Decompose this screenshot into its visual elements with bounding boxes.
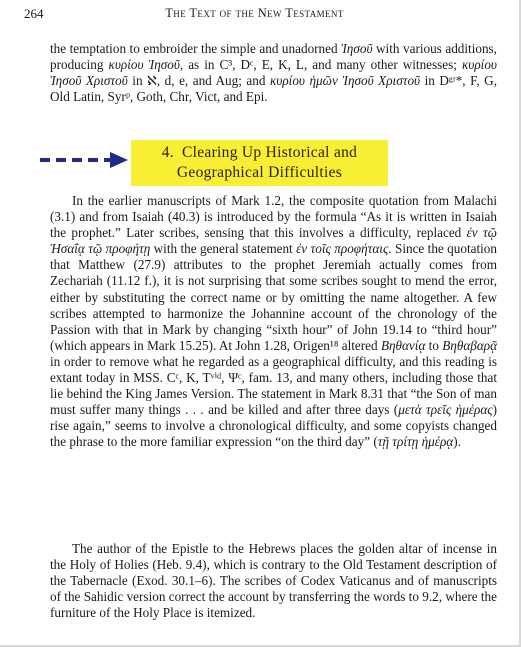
text-run: in Dᵍʳ*, F, G, Old Latin, Syrᵖ, Goth, Chr, Vict, and Epi. [50,73,497,105]
text-run: , as in C³, Dᶜ, E, K, L, and many other witnesses; [179,57,462,73]
body-paragraph-2 [50,541,497,621]
section-number: 4. [161,144,174,161]
greek-phrase: Βηθαβαρᾷ [442,337,497,353]
greek-phrase: Βηθανίᾳ [380,337,426,353]
text-run: In the earlier manuscripts of Mark 1.2, the composite quotation from Malachi (3.1) and from Isaiah (40.3) is introduced by the formula “As it is written in Isaiah the prophet.” Later scribes, sensing that this involves a difficulty, replaced [50,193,497,241]
greek-phrase: ἐν τοῖς προφήταις [296,241,389,257]
text-run: with various additions, producing [50,41,497,73]
text-run: to [425,337,443,353]
text-run: ) rise again,” seems to involve a chronological difficulty, and some copyists changed the phrase to the more familiar expression “on the third day” ( [50,402,497,450]
greek-phrase: κυρίου Ἰησοῦ [108,57,180,73]
dashed-arrow-icon [40,152,128,168]
intro-paragraph [50,41,497,105]
greek-phrase: τῇ τρίτῃ ἡμέρᾳ [377,434,454,450]
section-title-line-2: Geographical Difficulties [176,164,343,181]
page-number: 264 [24,6,44,21]
text-run: . Since the quotation that Matthew (27.9) attributes to the prophet Jeremiah actually comes from Zechariah (11.12 f.), it is not surprising that some scribes sought to mend the error, either by substituting the correct name or by omitting the name altogether. A few scribes attempted to harmonize the Johannine account of the chronology of the Passion with that in Mark by changing “sixth hour” of John 19.14 to “third hour” (which appears in Mark 15.25). At John 1.28, Origen¹⁸ altered [50,241,497,353]
text-run: ). [453,434,461,450]
running-head: The Text of the New Testament [165,6,344,20]
section-title-line-1: Clearing Up Historical and [181,144,358,161]
text-run: in ℵ, d, e, and Aug; and [127,73,270,89]
section-heading [131,140,388,186]
paragraph-text: The author of the Epistle to the Hebrews places the golden altar of incense in the Holy of Holies (Heb. 9.4), which is contrary to the Old Testament description of the Tabernacle (Exod. 30.1–6). The scribes of Codex Vaticanus and of manuscripts of the Sahidic version correct the account by transferring the words to 9.2, where the furniture of the Holy Place is itemized. [50,541,497,621]
text-run: in order to remove what he regarded as a geographical difficulty, and this reading is extant today in MSS. Cᶜ, K, Tᵛⁱᵈ, Ψᶜ, fam. 13, and many others, including those that lie behind the King James Version. The statement in Mark 8.31 that “the Son of man must suffer many things . . . and be killed and after three days ( [50,353,497,418]
section-heading-row [40,140,500,186]
greek-phrase: ἐν τῷ Ἠσαΐᾳ τῷ προφήτῃ [50,225,497,257]
greek-phrase: κυρίου ἡμῶν Ἰησοῦ Χριστοῦ [269,73,421,89]
greek-phrase: κυρίου Ἰησοῦ Χριστοῦ [50,57,497,89]
page-header [24,6,485,26]
text-run: the temptation to embroider the simple and unadorned [50,41,342,56]
body-paragraph-1 [50,193,497,451]
greek-phrase: μετὰ τρεῖς ἡμέρας [398,402,493,418]
text-run: with the general statement [150,241,297,257]
greek-phrase: Ἰησοῦ [341,41,373,56]
